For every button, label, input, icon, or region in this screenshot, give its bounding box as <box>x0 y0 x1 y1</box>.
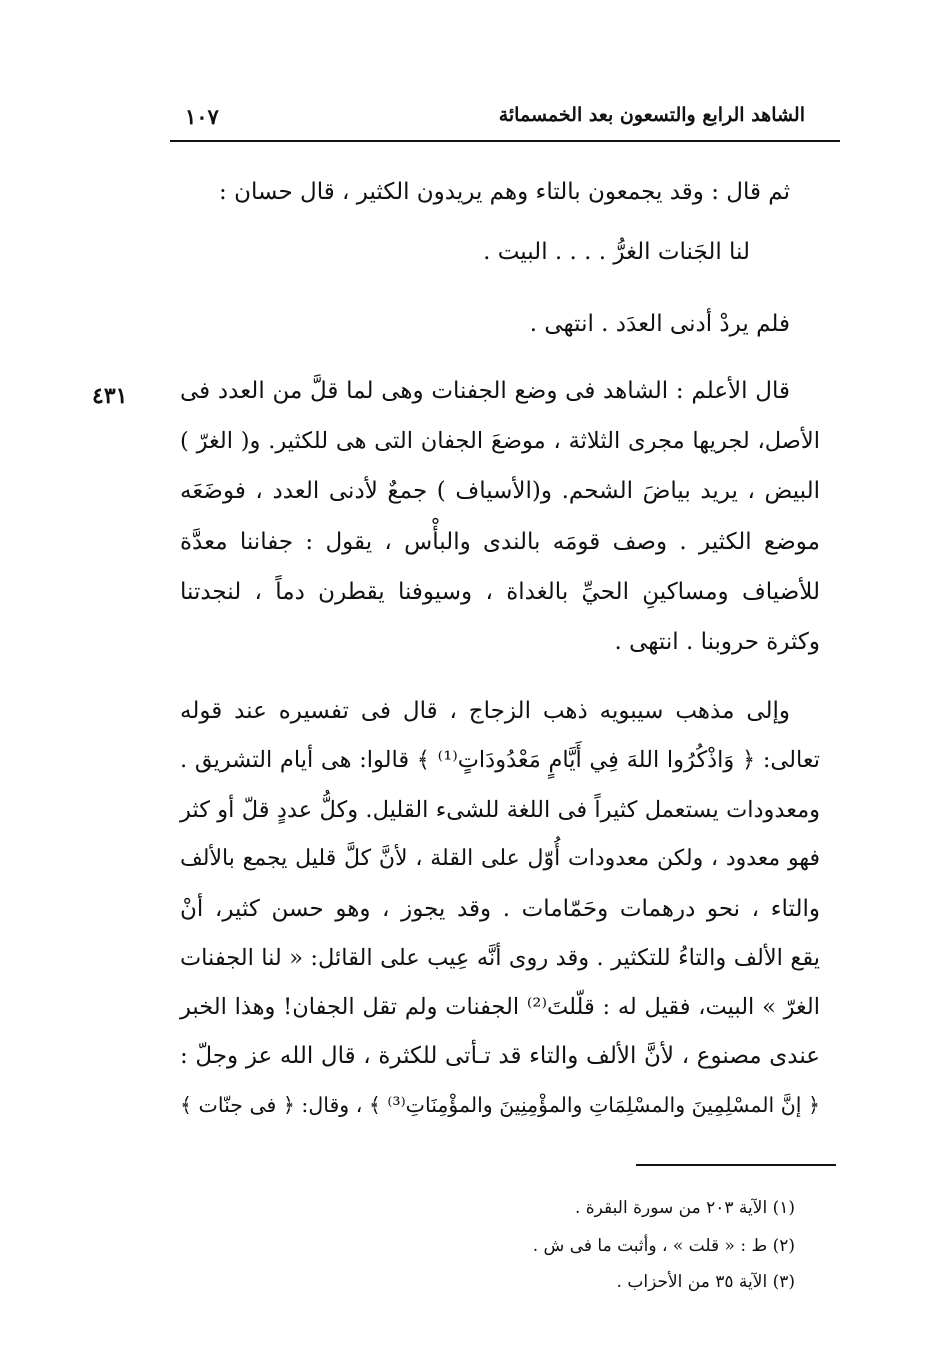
margin-number: ٤٣١ <box>92 383 128 409</box>
page-number: ١٠٧ <box>185 104 219 129</box>
footnote: (١) الآية ٢٠٣ من سورة البقرة . <box>574 1198 795 1218</box>
paragraph-line: البيض ، يريد بياضَ الشحم. و(الأسياف ) جمعٌ لأدنى العدد ، فوضَعَه <box>180 478 820 504</box>
paragraph-line: ﴿ إنَّ المسْلِمِينَ والمسْلِمَاتِ والمؤْمِنِينَ والمؤْمِنَاتِ⁽³⁾ ﴾ ، وقال: ﴿ فى جنّات ﴾ <box>180 1093 820 1117</box>
paragraph-line: موضع الكثير . وصف قومَه بالندى والبأْس ، يقول : جفاننا معدَّة <box>180 529 820 555</box>
paragraph-line: والتاء ، نحو درهمات وحَمّامات . وقد يجوز ، وهو حسن كثير، أنْ <box>180 896 820 922</box>
paragraph-line: تعالى: ﴿ وَاذْكُرُوا اللهَ فِي أَيَّامٍ مَعْدُودَاتٍ⁽¹⁾ ﴾ قالوا: هى أيام التشريق . <box>180 747 820 773</box>
paragraph-line: يقع الألف والتاءُ للتكثير . وقد روى أنَّه عِيب على القائل: « لنا الجفنات <box>180 945 820 971</box>
paragraph-line: للأضياف ومساكينِ الحيِّ بالغداة ، وسيوفنا يقطرن دماً ، لنجدتنا <box>180 579 820 605</box>
footnote-divider <box>636 1164 836 1166</box>
intro-line: فلم يردْ أدنى العدَد . انتهى . <box>529 311 790 337</box>
footnote: (٣) الآية ٣٥ من الأحزاب . <box>616 1272 795 1292</box>
footnote: (٢) ط : « قلت » ، وأثبت ما فى ش . <box>532 1236 795 1256</box>
verse-line: لنا الجَنات الغرُّ . . . . البيت . <box>483 239 750 265</box>
paragraph-line: ومعدودات يستعمل كثيراً فى اللغة للشىء القليل. وكلُّ عددٍ قلّ أو كثر <box>180 797 820 823</box>
paragraph-line: عندى مصنوع ، لأنَّ الألف والتاء قد تـأتى للكثرة ، قال الله عز وجلّ : <box>180 1043 820 1069</box>
paragraph-line: وكثرة حروبنا . انتهى . <box>614 629 820 655</box>
running-header-title: الشاهد الرابع والتسعون بعد الخمسمائة <box>498 104 805 126</box>
header-divider <box>170 140 840 142</box>
intro-line: ثم قال : وقد يجمعون بالتاء وهم يريدون الكثير ، قال حسان : <box>219 179 790 205</box>
paragraph-line: الأصل، لجريها مجرى الثلاثة ، موضعَ الجفان التى هى للكثير. و( الغرّ ) <box>180 428 820 454</box>
paragraph-line: وإلى مذهب سيبويه ذهب الزجاج ، قال فى تفسيره عند قوله <box>180 698 790 724</box>
paragraph-line: قال الأعلم : الشاهد فى وضع الجفنات وهى لما قلَّ من العدد فى <box>180 378 790 404</box>
paragraph-line: فهو معدود ، ولكن معدودات أُوّل على القلة ، لأنَّ كلَّ قليل يجمع بالألف <box>180 846 820 871</box>
paragraph-line: الغرّ » البيت، فقيل له : قلّلتَ⁽²⁾ الجفنات ولم تقل الجفان! وهذا الخبر <box>180 994 820 1020</box>
